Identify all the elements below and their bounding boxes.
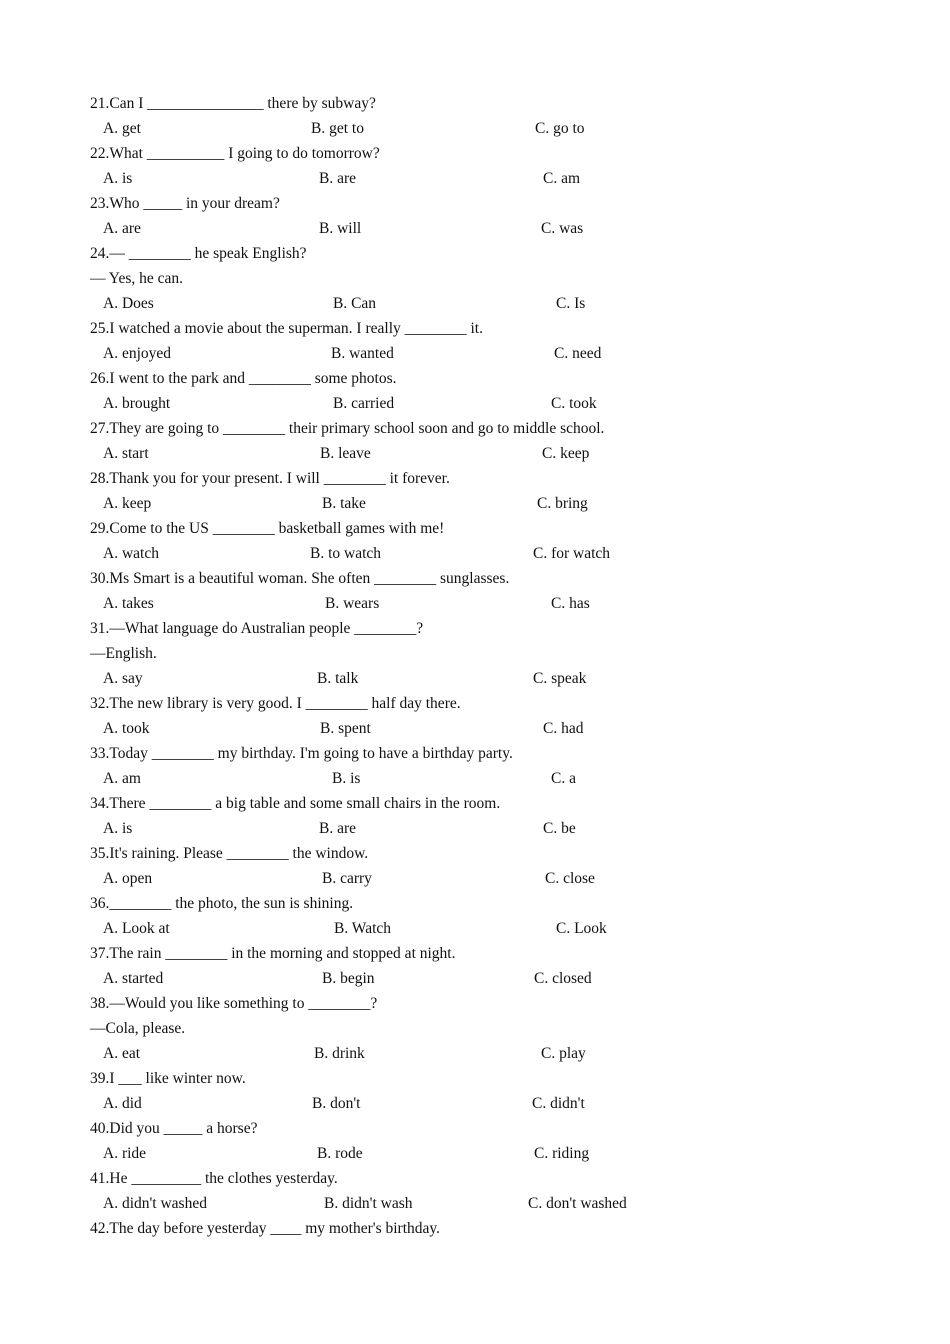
question-stem: 34.There ________ a big table and some small chairs in the room.	[90, 795, 501, 812]
question-stem: 32.The new library is very good. I ________ half day there.	[90, 695, 461, 712]
option-a: A. say	[103, 670, 143, 687]
question-stem: 25.I watched a movie about the superman. I really ________ it.	[90, 320, 483, 337]
question-stem: 35.It's raining. Please ________ the window.	[90, 845, 369, 862]
option-a: A. started	[103, 970, 164, 987]
dialogue-answer: —English.	[90, 645, 157, 662]
option-b: B. spent	[320, 720, 371, 737]
question-stem: 40.Did you _____ a horse?	[90, 1120, 258, 1137]
question-stem: 21.Can I _______________ there by subway?	[90, 95, 376, 112]
option-c: C. be	[543, 820, 576, 837]
option-c: C. has	[551, 595, 590, 612]
option-a: A. keep	[103, 495, 152, 512]
option-b: B. leave	[320, 445, 371, 462]
option-c: C. speak	[533, 670, 587, 687]
option-b: B. carried	[333, 395, 395, 412]
option-b: B. rode	[317, 1145, 363, 1162]
dialogue-answer: — Yes, he can.	[90, 270, 183, 287]
option-c: C. closed	[534, 970, 592, 987]
option-a: A. get	[103, 120, 141, 137]
option-a: A. Does	[103, 295, 154, 312]
option-b: B. will	[319, 220, 362, 237]
question-stem: 31.—What language do Australian people ________?	[90, 620, 424, 637]
option-a: A. takes	[103, 595, 154, 612]
option-b: B. don't	[312, 1095, 361, 1112]
option-a: A. watch	[103, 545, 159, 562]
option-b: B. wears	[325, 595, 380, 612]
question-stem: 23.Who _____ in your dream?	[90, 195, 280, 212]
option-c: C. riding	[534, 1145, 590, 1162]
option-c: C. bring	[537, 495, 588, 512]
question-stem: 33.Today ________ my birthday. I'm going to have a birthday party.	[90, 745, 513, 762]
option-a: A. is	[103, 170, 133, 187]
option-c: C. took	[551, 395, 597, 412]
option-c: C. had	[543, 720, 584, 737]
option-c: C. don't washed	[528, 1195, 627, 1212]
option-a: A. Look at	[103, 920, 170, 937]
option-a: A. open	[103, 870, 153, 887]
question-stem: 24.— ________ he speak English?	[90, 245, 307, 262]
option-b: B. take	[322, 495, 366, 512]
question-stem: 39.I ___ like winter now.	[90, 1070, 246, 1087]
option-b: B. talk	[317, 670, 359, 687]
question-stem: 36.________ the photo, the sun is shining.	[90, 895, 354, 912]
option-a: A. eat	[103, 1045, 141, 1062]
option-b: B. are	[319, 820, 357, 837]
option-c: C. am	[543, 170, 581, 187]
question-stem: 42.The day before yesterday ____ my mother's birthday.	[90, 1220, 441, 1237]
option-c: C. for watch	[533, 545, 611, 562]
question-stem: 37.The rain ________ in the morning and stopped at night.	[90, 945, 456, 962]
option-c: C. close	[545, 870, 595, 887]
option-b: B. didn't wash	[324, 1195, 413, 1212]
question-stem: 41.He _________ the clothes yesterday.	[90, 1170, 338, 1187]
option-a: A. enjoyed	[103, 345, 172, 362]
option-c: C. Is	[556, 295, 586, 312]
option-b: B. wanted	[331, 345, 394, 362]
option-c: C. a	[551, 770, 576, 787]
question-stem: 29.Come to the US ________ basketball games with me!	[90, 520, 445, 537]
option-a: A. is	[103, 820, 133, 837]
option-a: A. didn't washed	[103, 1195, 207, 1212]
option-a: A. start	[103, 445, 149, 462]
option-a: A. brought	[103, 395, 171, 412]
option-c: C. go to	[535, 120, 585, 137]
option-c: C. Look	[556, 920, 607, 937]
option-b: B. are	[319, 170, 357, 187]
question-stem: 26.I went to the park and ________ some photos.	[90, 370, 397, 387]
question-stem: 27.They are going to ________ their primary school soon and go to middle school.	[90, 420, 605, 437]
question-stem: 38.—Would you like something to ________?	[90, 995, 378, 1012]
option-b: B. to watch	[310, 545, 382, 562]
option-a: A. am	[103, 770, 141, 787]
option-c: C. need	[554, 345, 602, 362]
option-b: B. begin	[322, 970, 375, 987]
option-b: B. drink	[314, 1045, 365, 1062]
question-stem: 30.Ms Smart is a beautiful woman. She often ________ sunglasses.	[90, 570, 510, 587]
option-b: B. Can	[333, 295, 377, 312]
dialogue-answer: —Cola, please.	[90, 1020, 186, 1037]
option-b: B. Watch	[334, 920, 392, 937]
option-c: C. didn't	[532, 1095, 585, 1112]
option-a: A. took	[103, 720, 150, 737]
option-a: A. ride	[103, 1145, 147, 1162]
option-a: A. did	[103, 1095, 142, 1112]
option-c: C. was	[541, 220, 584, 237]
option-b: B. is	[332, 770, 361, 787]
option-b: B. get to	[311, 120, 364, 137]
option-a: A. are	[103, 220, 141, 237]
option-c: C. play	[541, 1045, 586, 1062]
option-c: C. keep	[542, 445, 590, 462]
question-stem: 22.What __________ I going to do tomorrow?	[90, 145, 380, 162]
question-stem: 28.Thank you for your present. I will ________ it forever.	[90, 470, 450, 487]
option-b: B. carry	[322, 870, 372, 887]
